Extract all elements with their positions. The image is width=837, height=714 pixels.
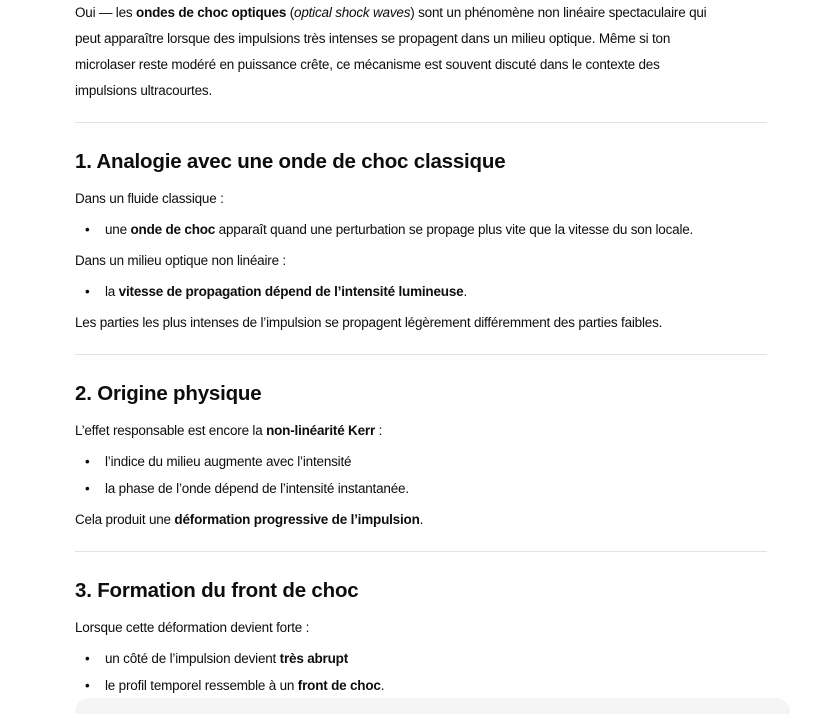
bold-text: vitesse de propagation dépend de l’intensité lumineuse xyxy=(118,284,464,299)
list-item xyxy=(105,476,767,502)
text-segment: Dans un milieu optique non linéaire : xyxy=(75,253,286,268)
list-item xyxy=(105,279,767,305)
bold-text: très abrupt xyxy=(279,651,348,666)
code-block-top-edge xyxy=(75,698,790,714)
bold-text: onde de choc xyxy=(130,222,216,237)
bold-text: front de choc xyxy=(297,678,381,693)
list-item xyxy=(105,217,767,243)
bullet-list xyxy=(75,217,767,243)
text-segment: un côté de l’impulsion devient xyxy=(105,651,280,666)
text-segment: Oui — les xyxy=(75,5,137,20)
text-segment: . xyxy=(419,512,424,527)
text-segment: Les parties les plus intenses de l’impulsion se propagent légèrement différemment des parties faibles. xyxy=(75,315,663,330)
bold-text: déformation progressive de l’impulsion xyxy=(174,512,420,527)
list-item xyxy=(105,673,767,699)
bold-text: ondes de choc optiques xyxy=(136,5,287,20)
text-segment: la xyxy=(105,284,119,299)
text-segment: L’effet responsable est encore la xyxy=(75,423,267,438)
text-segment: ) sont un phénomène non linéaire spectaculaire qui peut apparaître lorsque des impulsions très intenses se propagent dans un milieu optique. Même si ton microlaser reste modéré en puissance crête, ce mécanisme est souvent discuté dans le contexte des impulsions ultracourtes. xyxy=(75,5,707,98)
italic-text: optical shock waves xyxy=(294,5,411,20)
text-segment: Lorsque cette déformation devient forte : xyxy=(75,620,310,635)
section-divider xyxy=(75,551,767,552)
paragraph xyxy=(75,186,767,212)
bullet-list xyxy=(75,646,767,699)
section-heading: 2. Origine physique xyxy=(75,382,262,405)
list-item xyxy=(105,449,767,475)
paragraph xyxy=(75,507,767,533)
paragraph xyxy=(75,248,767,274)
text-segment: la phase de l’onde dépend de l’intensité instantanée. xyxy=(105,481,409,496)
bold-text: non-linéarité Kerr xyxy=(266,423,376,438)
text-segment: le profil temporel ressemble à un xyxy=(105,678,298,693)
paragraph xyxy=(75,310,767,336)
text-segment: l’indice du milieu augmente avec l’intensité xyxy=(105,454,352,469)
bullet-list xyxy=(75,279,767,305)
list-item xyxy=(105,646,767,672)
text-segment: ( xyxy=(286,5,295,20)
paragraph xyxy=(75,615,767,641)
section-divider xyxy=(75,354,767,355)
bullet-list xyxy=(75,449,767,502)
text-segment: Dans un fluide classique : xyxy=(75,191,224,206)
text-segment: . xyxy=(380,678,385,693)
paragraph xyxy=(75,0,767,104)
text-segment: apparaît quand une perturbation se propage plus vite que la vitesse du son locale. xyxy=(215,222,694,237)
text-segment: : xyxy=(375,423,383,438)
text-segment: une xyxy=(105,222,131,237)
text-segment: . xyxy=(463,284,468,299)
text-segment: Cela produit une xyxy=(75,512,175,527)
section-heading: 1. Analogie avec une onde de choc classique xyxy=(75,150,506,173)
section-heading: 3. Formation du front de choc xyxy=(75,579,359,602)
section-divider xyxy=(75,122,767,123)
paragraph xyxy=(75,418,767,444)
